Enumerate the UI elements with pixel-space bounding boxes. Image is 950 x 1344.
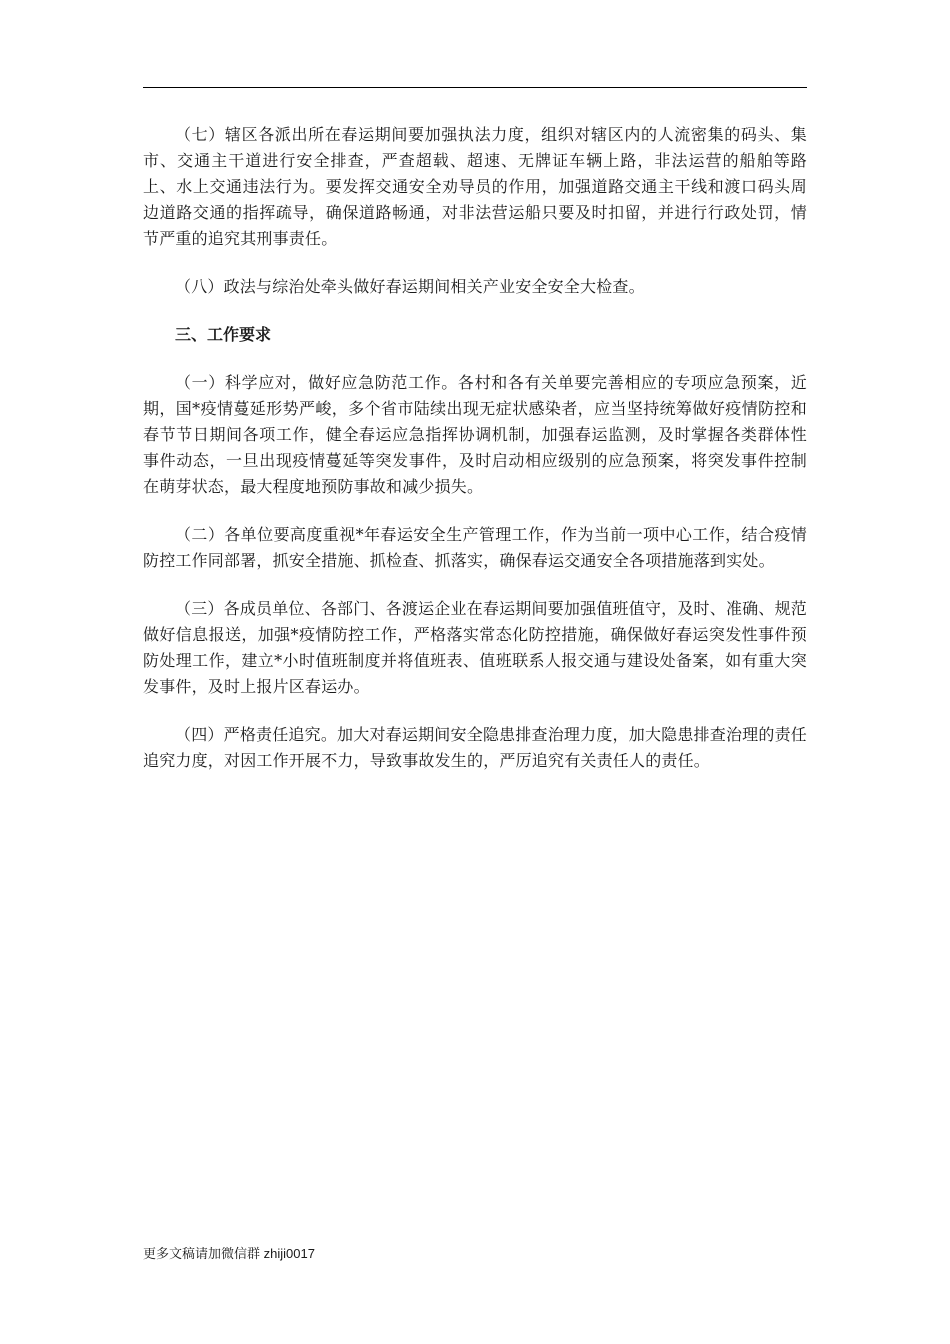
document-body bbox=[143, 122, 807, 796]
paragraph-7: （七）辖区各派出所在春运期间要加强执法力度，组织对辖区内的人流密集的码头、集市、交通主干道进行安全排查，严查超载、超速、无牌证车辆上路，非法运营的船舶等路上、水上交通违法行为。要发挥交通安全劝导员的作用，加强道路交通主干线和渡口码头周边道路交通的指挥疏导，确保道路畅通，对非法营运船只要及时扣留，并进行行政处罚，情节严重的追究其刑事责任。 bbox=[143, 125, 807, 248]
requirement-4: （四）严格责任追究。加大对春运期间安全隐患排查治理力度，加大隐患排查治理的责任追究力度，对因工作开展不力，导致事故发生的，严厉追究有关责任人的责任。 bbox=[143, 725, 807, 770]
requirement-3: （三）各成员单位、各部门、各渡运企业在春运期间要加强值班值守，及时、准确、规范做好信息报送，加强*疫情防控工作，严格落实常态化防控措施，确保做好春运突发性事件预防处理工作，建立*小时值班制度并将值班表、值班联系人报交通与建设处备案，如有重大突发事件，及时上报片区春运办。 bbox=[143, 599, 807, 696]
paragraph-8: （八）政法与综治处牵头做好春运期间相关产业安全安全大检查。 bbox=[175, 277, 645, 296]
requirement-2: （二）各单位要高度重视*年春运安全生产管理工作，作为当前一项中心工作，结合疫情防控工作同部署，抓安全措施、抓检查、抓落实，确保春运交通安全各项措施落到实处。 bbox=[143, 525, 807, 570]
footer-note: 更多文稿请加微信群 zhiji0017 bbox=[143, 1246, 315, 1261]
section-heading-3: 三、工作要求 bbox=[175, 325, 272, 344]
requirement-1: （一）科学应对，做好应急防范工作。各村和各有关单要完善相应的专项应急预案，近期，国*疫情蔓延形势严峻，多个省市陆续出现无症状感染者，应当坚持统筹做好疫情防控和春节节日期间各项工作，健全春运应急指挥协调机制，加强春运监测，及时掌握各类群体性事件动态，一旦出现疫情蔓延等突发事件，及时启动相应级别的应急预案，将突发事件控制在萌芽状态，最大程度地预防事故和减少损失。 bbox=[143, 373, 807, 496]
header-rule bbox=[143, 87, 807, 88]
